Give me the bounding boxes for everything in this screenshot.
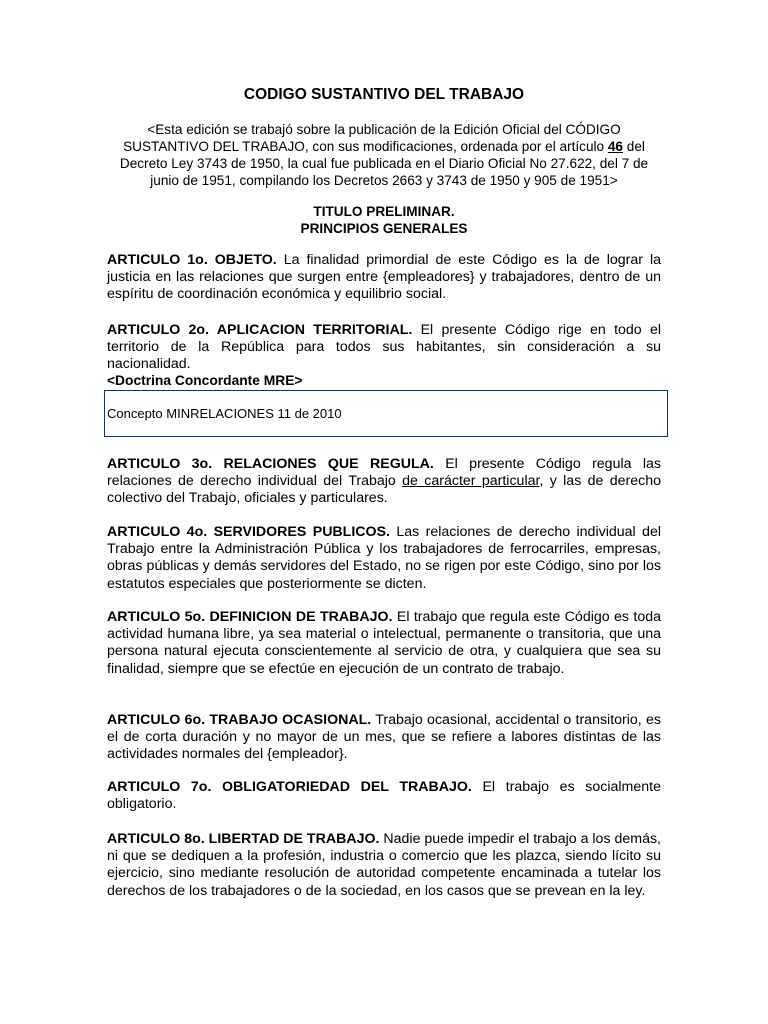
titulo-line1: TITULO PRELIMINAR. xyxy=(313,204,455,219)
article-4 xyxy=(107,524,661,593)
article-heading: ARTICULO 8o. LIBERTAD DE TRABAJO. xyxy=(107,831,380,847)
edition-note xyxy=(107,121,661,189)
article-heading: ARTICULO 6o. TRABAJO OCASIONAL. xyxy=(107,712,372,728)
article-heading: ARTICULO 7o. OBLIGATORIEDAD DEL TRABAJO. xyxy=(107,779,472,795)
document-title: CODIGO SUSTANTIVO DEL TRABAJO xyxy=(243,86,525,103)
edition-note-text-end: del Decreto Ley 3743 de 1950, la cual fue publicada en el Diario Oficial No 27.622, del 7 de junio de 1951, compilando los Decretos 2663 y 3743 de 1950 y 905 de 1951> xyxy=(119,139,649,188)
article-heading: ARTICULO 2o. APLICACION TERRITORIAL. xyxy=(107,322,413,338)
article-heading: ARTICULO 5o. DEFINICION DE TRABAJO. xyxy=(107,609,393,625)
doctrina-link[interactable]: <Doctrina Concordante MRE> xyxy=(107,373,303,388)
article-1 xyxy=(107,252,661,304)
titulo-heading xyxy=(107,203,661,237)
article-3 xyxy=(107,456,661,508)
edition-note-text: <Esta edición se trabajó sobre la publicación de la Edición Oficial del CÓDIGO SUSTANTIVO DEL TRABAJO, con sus modificaciones, ordenada por el artículo xyxy=(123,122,621,154)
article-text: Trabajo ocasional, accidental o transitorio, es el de corta duración y no mayor de un mes, que se refiere a labores distintas de las actividades normales del {empleador}. xyxy=(107,712,661,763)
article-text: El trabajo que regula este Código es toda actividad humana libre, ya sea material o intelectual, permanente o transitoria, que una persona natural ejecuta conscientemente al servicio de otra, y cualquiera que sea su finalidad, siempre que se efectúe en ejecución de un contrato de trabajo. xyxy=(107,609,661,677)
article-text: El trabajo es socialmente obligatorio. xyxy=(107,779,661,813)
article-6 xyxy=(107,712,661,764)
article-heading: ARTICULO 4o. SERVIDORES PUBLICOS. xyxy=(107,524,390,540)
concordance-box xyxy=(104,390,668,437)
article-text-end: , y las de derecho colectivo del Trabajo, oficiales y particulares. xyxy=(107,473,662,507)
article-text: Las relaciones de derecho individual del Trabajo entre la Administración Pública y los trabajadores de ferrocarriles, empresas, obras públicas y demás servidores del Estado, no se rigen por este Código, sino por los estatutos especiales que posteriormente se dicten. xyxy=(107,524,661,592)
titulo-line2: PRINCIPIOS GENERALES xyxy=(300,221,468,236)
article-heading: ARTICULO 1o. OBJETO. xyxy=(107,252,277,268)
article-heading: ARTICULO 3o. RELACIONES QUE REGULA. xyxy=(107,456,434,472)
underlined-text-link[interactable]: de carácter particular xyxy=(402,473,540,490)
article-5 xyxy=(107,609,661,678)
article-8 xyxy=(107,831,661,900)
article-text: La finalidad primordial de este Código es la de lograr la justicia en las relaciones que surgen entre {empleadores} y trabajadores, dentro de un espíritu de coordinación económica y equilibrio social. xyxy=(107,252,661,303)
article-2 xyxy=(107,322,661,374)
concepto-link[interactable]: Concepto MINRELACIONES 11 de 2010 xyxy=(107,406,342,421)
article-7 xyxy=(107,779,661,813)
article-46-link[interactable]: 46 xyxy=(607,139,623,154)
article-text: El presente Código rige en todo el territorio de la República para todos sus habitantes, sin consideración a su nacionalidad. xyxy=(107,322,661,373)
article-text: El presente Código regula las relaciones de derecho individual del Trabajo xyxy=(107,456,661,490)
article-text: Nadie puede impedir el trabajo a los demás, ni que se dediquen a la profesión, industria o comercio que les plazca, siendo lícito su ejercicio, sino mediante resolución de autoridad competente encaminada a tutelar los derechos de los trabajadores o de la sociedad, en los casos que se prevean en la ley. xyxy=(107,831,662,899)
